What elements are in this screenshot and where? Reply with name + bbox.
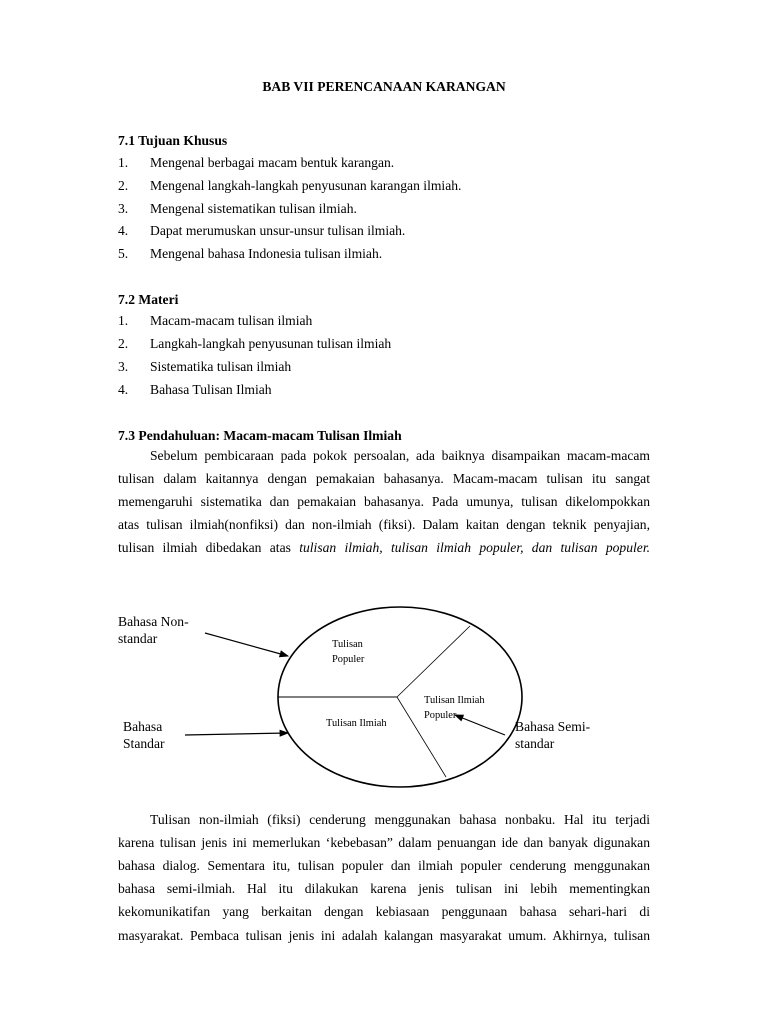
list-item: 4. Dapat merumuskan unsur-unsur tulisan ilmiah. xyxy=(118,223,406,238)
paragraph-line: kekomunikatifan yang berkaitan dengan kebiasaan penggunaan bahasa sehari-hari di xyxy=(118,904,650,919)
paragraph-line: tulisan ilmiah dibedakan atas tulisan ilmiah, tulisan ilmiah populer, dan tulisan populer. xyxy=(118,540,650,555)
arrow-nonstandar xyxy=(205,633,288,656)
paragraph-line: Sebelum pembicaraan pada pokok persoalan, ada baiknya disampaikan macam-macam xyxy=(150,448,650,463)
paragraph-line: karena tulisan jenis ini memerlukan ‘kebebasan” dalam penuangan ide dan banyak digunakan xyxy=(118,835,650,850)
label-bahasa-nonstandar: Bahasa Non-standar xyxy=(118,614,189,646)
paragraph-line: tulisan dalam kaitannya dengan pemakaian bahasanya. Macam-macam tulisan itu sangat xyxy=(118,471,650,486)
paragraph-line: memengaruhi sistematika dan pemakaian bahasanya. Pada umunya, tulisan dikelompokkan xyxy=(118,494,650,509)
segment-tulisan-ilmiah-populer: Tulisan Ilmiah Populer xyxy=(424,695,485,721)
divider-line xyxy=(397,626,470,697)
section-heading-pendahuluan: 7.3 Pendahuluan: Macam-macam Tulisan Ilmiah xyxy=(118,428,402,443)
list-item: 3. Mengenal sistematikan tulisan ilmiah. xyxy=(118,201,357,216)
segment-tulisan-ilmiah: Tulisan Ilmiah xyxy=(326,718,387,729)
paragraph-line: atas tulisan ilmiah(nonfiksi) dan non-ilmiah (fiksi). Dalam kaitan dengan teknik penyajian, xyxy=(118,517,650,532)
page-title: BAB VII PERENCANAAN KARANGAN xyxy=(262,79,506,94)
list-item: 3. Sistematika tulisan ilmiah xyxy=(118,359,292,374)
list-item: 1. Mengenal berbagai macam bentuk karangan. xyxy=(118,155,395,170)
list-item: 1. Macam-macam tulisan ilmiah xyxy=(118,313,313,328)
paragraph-line: Tulisan non-ilmiah (fiksi) cenderung menggunakan bahasa nonbaku. Hal itu terjadi xyxy=(150,812,650,827)
paragraph-line: bahasa semi-ilmiah. Hal itu dilakukan karena jenis tulisan ini lebih mementingkan xyxy=(118,881,650,896)
arrow-standar xyxy=(185,733,288,735)
label-bahasa-standar: Bahasa Standar xyxy=(123,719,165,751)
list-item: 2. Langkah-langkah penyusunan tulisan ilmiah xyxy=(118,336,392,351)
paragraph-line: masyarakat. Pembaca tulisan jenis ini adalah kalangan masyarakat umum. Akhirnya, tulisan xyxy=(118,928,650,943)
segment-tulisan-populer: Tulisan Populer xyxy=(332,639,365,665)
section-heading-materi: 7.2 Materi xyxy=(118,292,179,307)
list-item: 4. Bahasa Tulisan Ilmiah xyxy=(118,382,272,397)
list-item: 5. Mengenal bahasa Indonesia tulisan ilmiah. xyxy=(118,246,383,261)
list-item: 2. Mengenal langkah-langkah penyusunan karangan ilmiah. xyxy=(118,178,462,193)
label-bahasa-semistandar: Bahasa Semi-standar xyxy=(515,719,591,751)
section-heading-tujuan: 7.1 Tujuan Khusus xyxy=(118,133,228,148)
paragraph-line: bahasa dialog. Sementara itu, tulisan populer dan ilmiah populer cenderung menggunakan xyxy=(118,858,650,873)
